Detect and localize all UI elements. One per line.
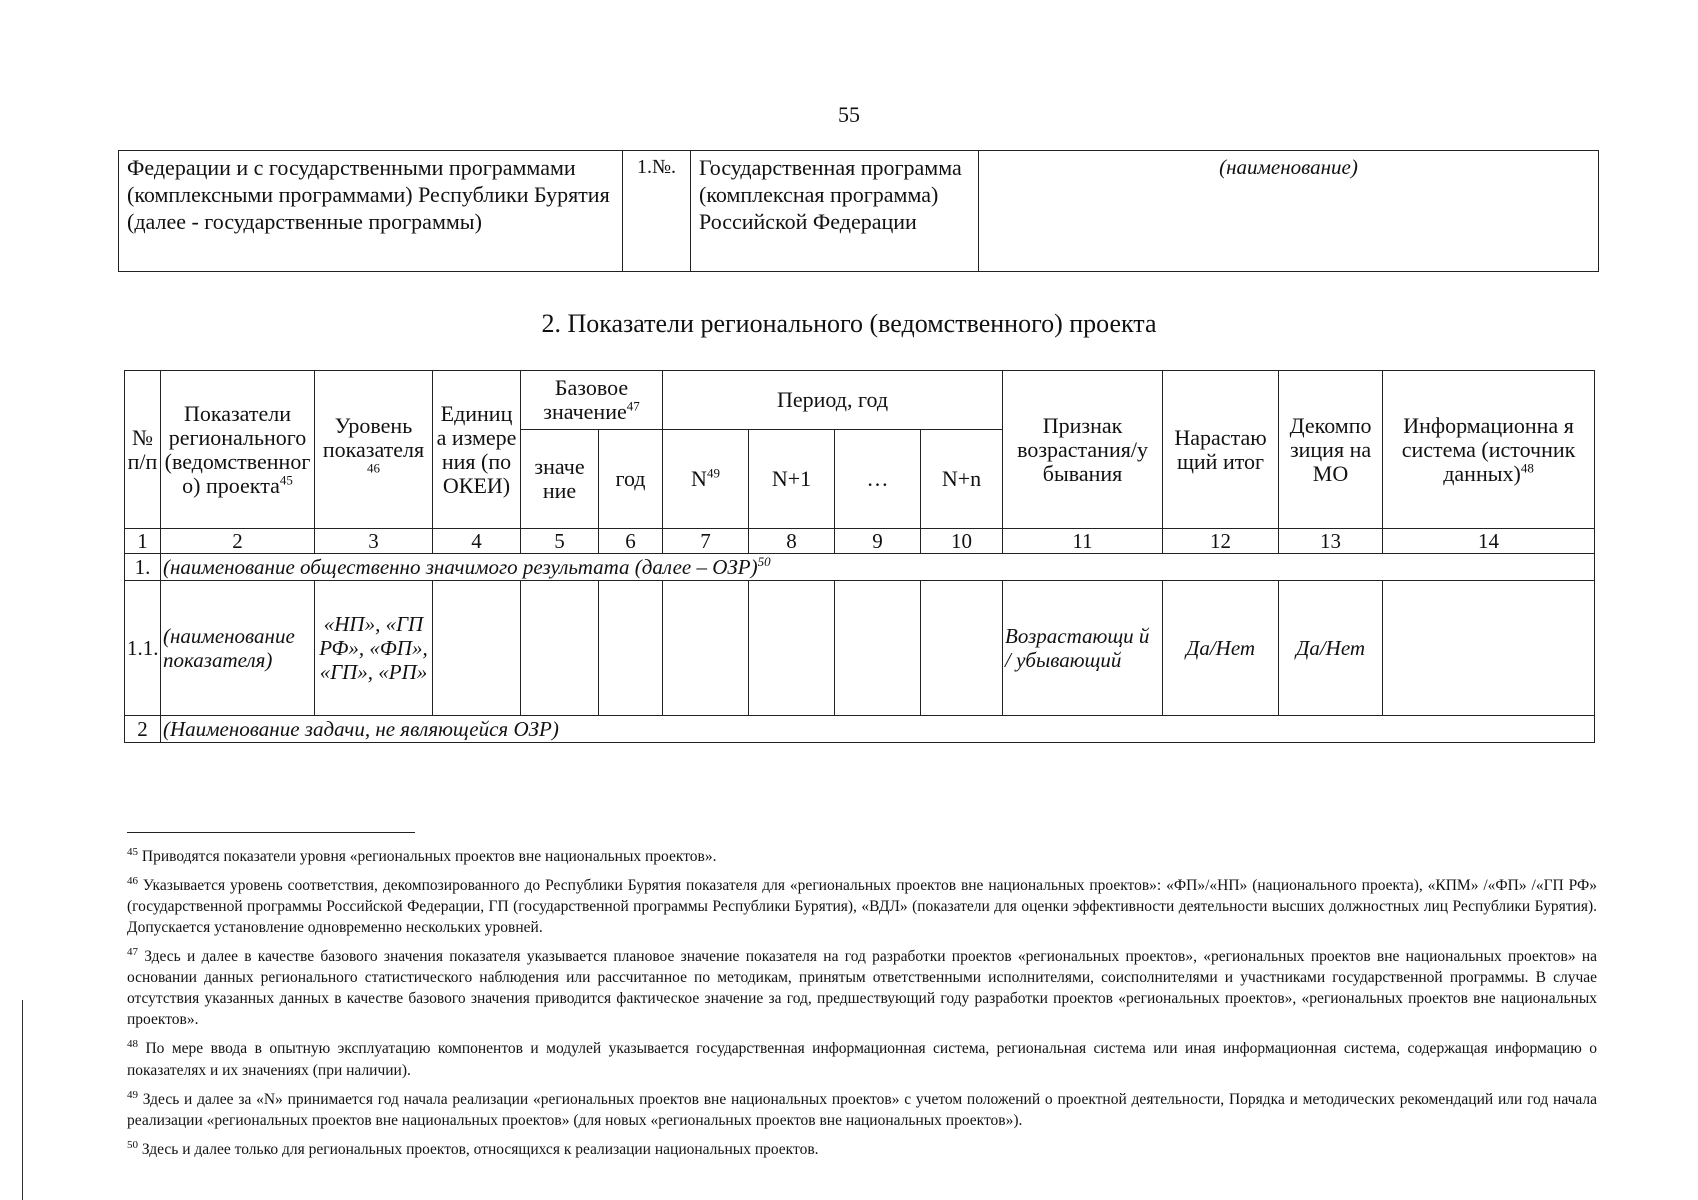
header-period-nn: N+n <box>921 430 1003 529</box>
footnote: $^{50}$ Здесь и далее только для региональных проектов, относящихся к реализации национальных проектов. <box>127 1138 819 1158</box>
indicator-period-n1-cell <box>749 581 835 716</box>
header-base: Базовое значение$^{47}$ <box>521 371 663 430</box>
ozr-name: (наименование общественно значимого результата (далее – ОЗР)$^{50}$ <box>161 554 1595 581</box>
indicator-row <box>125 581 1595 716</box>
footnote: $^{49}$ Здесь и далее за «N» принимается год начала реализации «региональных проектов вне национальных проектов» с учетом положений о проектной деятельности, Порядка и методических рекомендаций или год начала реализации «региональных проектов вне национальных проектов» (для новых «региональных проектов вне национальных проектов»). <box>127 1088 1598 1129</box>
footnote: $^{47}$ Здесь и далее в качестве базового значения показателя указывается плановое значение показателя на год разработки проектов «региональных проектов», «региональных проектов вне национальных проектов» на основании данных регионального статистического наблюдения или рассчитанное по методикам, принятым ответственными исполнителями, соисполнителями и участниками государственной программы. В случае отсутствия указанных данных в качестве базового значения приводится фактическое значение за год, предшествующий году разработки проектов «региональных проектов», «региональных проектов вне национальных проектов». <box>127 946 1597 1029</box>
header-num: № п/п <box>125 371 161 529</box>
task-number: 2 <box>125 716 161 743</box>
column-number: 13 <box>1279 529 1383 554</box>
column-number: 9 <box>835 529 921 554</box>
header-base-value: значе ние <box>521 430 599 529</box>
program-link-table <box>118 150 1599 272</box>
page-number: 55 <box>838 102 860 127</box>
indicator-unit-cell <box>433 581 521 716</box>
task-name: (Наименование задачи, не являющейся ОЗР) <box>161 716 1595 743</box>
indicator-base-value-cell <box>521 581 599 716</box>
column-number: 5 <box>521 529 599 554</box>
indicator-period-dots-cell <box>835 581 921 716</box>
program-number: 1.№. <box>623 151 691 272</box>
column-number: 3 <box>315 529 433 554</box>
column-number: 11 <box>1003 529 1163 554</box>
column-number: 12 <box>1163 529 1279 554</box>
header-unit: Единиц а измере ния (по ОКЕИ) <box>433 371 521 529</box>
indicator-info-system-cell <box>1383 581 1595 716</box>
footnote: $^{48}$ По мере ввода в опытную эксплуатацию компонентов и модулей указывается государственная информационная система, региональная система или иная информационная система, содержащая информацию о показателях и их значениях (при наличии). <box>127 1038 1597 1079</box>
header-period: Период, год <box>663 371 1003 430</box>
column-number: 7 <box>663 529 749 554</box>
column-number: 14 <box>1383 529 1595 554</box>
footnotes <box>127 842 1597 1164</box>
indicator-name: (наименование показателя) <box>161 581 315 716</box>
column-number: 8 <box>749 529 835 554</box>
indicator-base-year-cell <box>599 581 663 716</box>
header-period-dots: … <box>835 430 921 529</box>
state-program-label: Государственная программа (комплексная программа) Российской Федерации <box>691 151 979 272</box>
ozr-row <box>125 554 1595 581</box>
program-name-placeholder: (наименование) <box>979 151 1599 272</box>
footnote: $^{46}$ Указывается уровень соответствия, декомпозированного до Республики Бурятия показателя для «региональных проектов вне национальных проектов»: «ФП»/«НП» (национального проекта), «КПМ» /«ФП» /«ГП РФ» (государственной программы Российской Федерации, ГП (государственной программы Республики Бурятия), «ВДЛ» (показатели для оценки эффективности деятельности высших должностных лиц Республики Бурятия). Допускается установление одновременно нескольких уровней. <box>127 875 1598 937</box>
ozr-number: 1. <box>125 554 161 581</box>
indicator-period-n-cell <box>663 581 749 716</box>
header-trend: Признак возрастания/у бывания <box>1003 371 1163 529</box>
footnote: $^{45}$ Приводятся показатели уровня «региональных проектов вне национальных проектов». <box>127 846 717 866</box>
column-number: 2 <box>161 529 315 554</box>
indicators-table <box>124 370 1595 743</box>
indicator-period-nn-cell <box>921 581 1003 716</box>
header-cumulative: Нарастаю щий итог <box>1163 371 1279 529</box>
header-info-system: Информационна я система (источник данных)$^{48}$ <box>1383 371 1595 529</box>
header-base-year: год <box>599 430 663 529</box>
header-period-n: $N^{49}$ <box>663 430 749 529</box>
indicator-cumulative: Да/Нет <box>1163 581 1279 716</box>
column-number: 6 <box>599 529 663 554</box>
header-decomposition: Декомпо зиция на МО <box>1279 371 1383 529</box>
scan-margin-line <box>22 1000 23 1200</box>
indicator-levels: «НП», «ГП РФ», «ФП», «ГП», «РП» <box>315 581 433 716</box>
header-indicator: Показатели регионального (ведомственног о) проекта$^{45}$ <box>161 371 315 529</box>
column-number: 10 <box>921 529 1003 554</box>
program-link-text: Федерации и с государственными программами (комплексными программами) Республики Бурятия (далее - государственные программы) <box>119 151 623 272</box>
footnote-separator <box>127 832 415 833</box>
column-number-row <box>125 529 1595 554</box>
column-number: 4 <box>433 529 521 554</box>
header-level: Уровень показателя $^{46}$ <box>315 371 433 529</box>
column-number: 1 <box>125 529 161 554</box>
indicator-decomposition: Да/Нет <box>1279 581 1383 716</box>
task-row <box>125 716 1595 743</box>
header-period-n1: N+1 <box>749 430 835 529</box>
section-title: 2. Показатели регионального (ведомственного) проекта <box>541 309 1157 338</box>
indicator-number: 1.1. <box>125 581 161 716</box>
indicator-trend: Возрастающи й / убывающий <box>1003 581 1163 716</box>
